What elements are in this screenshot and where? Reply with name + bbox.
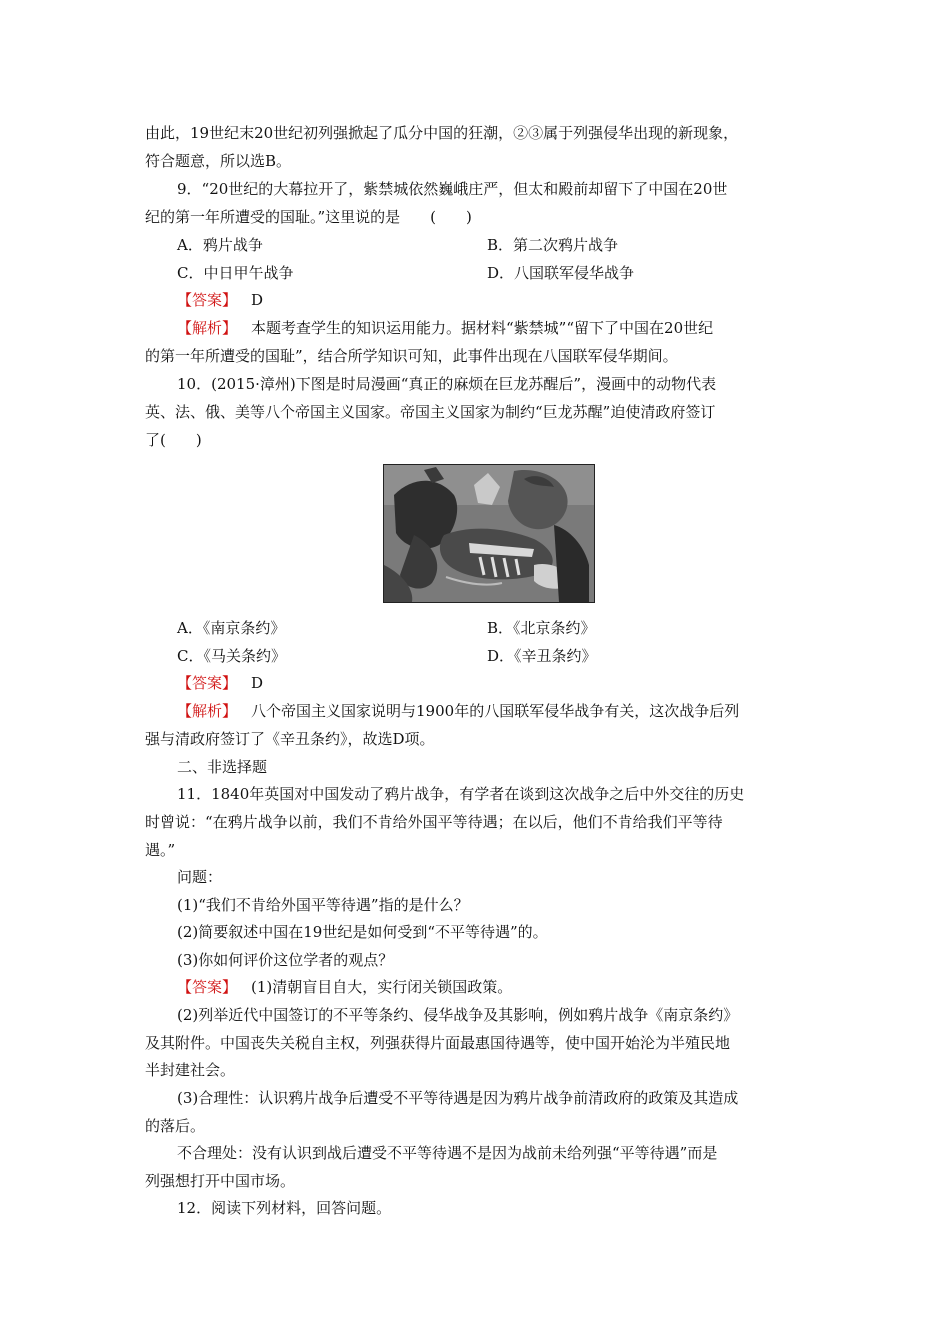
question-11-stem-line-2: 时曾说：“在鸦片战争以前，我们不肯给外国平等待遇；在以后，他们不肯给我们平等待 [145,813,723,831]
question-10-option-d: D．《辛丑条约》 [487,647,597,665]
question-12-stem: 12．阅读下列材料，回答问题。 [177,1199,392,1217]
question-11-sub-1: (1)“我们不肯给外国平等待遇”指的是什么？ [177,896,469,914]
section-heading: 二、非选择题 [177,758,268,776]
question-10-stem-line-3: 了( ) [145,431,202,449]
question-11-answer-4-line-1: 不合理处：没有认识到战后遭受不平等待遇不是因为战前未给列强“平等待遇”而是 [177,1144,718,1162]
question-11-answer-1 [177,977,512,997]
question-9-analysis-line-1 [177,318,713,338]
analysis-tag: 【解析】 [177,319,238,337]
question-10-option-a: A．《南京条约》 [177,619,286,637]
question-9-stem-line-2: 纪的第一年所遭受的国耻。”这里说的是 ( ) [145,208,472,226]
question-11-label: 问题： [177,868,223,886]
analysis-text: 八个帝国主义国家说明与1900年的八国联军侵华战争有关，这次战争后列 [251,702,740,720]
question-11-answer-2-line-3: 半封建社会。 [145,1061,236,1079]
question-9-option-b: B．第二次鸦片战争 [487,236,619,254]
question-10-analysis-line-2: 强与清政府签订了《辛丑条约》，故选D项。 [145,730,435,748]
answer-tag: 【答案】 [177,291,238,309]
answer-value: D [251,674,264,692]
analysis-text: 本题考查学生的知识运用能力。据材料“紫禁城”“留下了中国在20世纪 [251,319,714,337]
question-10-stem-line-2: 英、法、俄、美等八个帝国主义国家。帝国主义国家为制约“巨龙苏醒”迫使清政府签订 [145,403,716,421]
question-10-stem-line-1: 10．(2015·漳州)下图是时局漫画“真正的麻烦在巨龙苏醒后”，漫画中的动物代表 [177,375,717,393]
question-9-option-a: A．鸦片战争 [177,236,263,254]
question-10-answer [177,673,263,693]
question-11-answer-4-line-2: 列强想打开中国市场。 [145,1172,296,1190]
question-9-option-c: C．中日甲午战争 [177,264,294,282]
question-11-answer-3-line-2: 的落后。 [145,1117,206,1135]
question-11-stem-line-1: 11．1840年英国对中国发动了鸦片战争，有学者在谈到这次战争之后中外交往的历史 [177,785,745,803]
question-10-option-b: B．《北京条约》 [487,619,596,637]
question-11-sub-2: (2)简要叙述中国在19世纪是如何受到“不平等待遇”的。 [177,923,548,941]
question-11-answer-3-line-1: (3)合理性：认识鸦片战争后遭受不平等待遇是因为鸦片战争前清政府的政策及其造成 [177,1089,739,1107]
question-11-sub-3: (3)你如何评价这位学者的观点？ [177,951,394,969]
answer-text: (1)清朝盲目自大，实行闭关锁国政策。 [251,978,513,996]
question-9-analysis-line-2: 的第一年所遭受的国耻”，结合所学知识可知，此事件出现在八国联军侵华期间。 [145,347,678,365]
answer-value: D [251,291,264,309]
question-11-stem-line-3: 遇。” [145,841,176,859]
cartoon-illustration [384,465,594,602]
question-9-answer [177,290,263,310]
answer-tag: 【答案】 [177,674,238,692]
analysis-tag: 【解析】 [177,702,238,720]
question-11-answer-2-line-1: (2)列举近代中国签订的不平等条约、侵华战争及其影响，例如鸦片战争《南京条约》 [177,1006,739,1024]
question-9-stem-line-1: 9．“20世纪的大幕拉开了，紫禁城依然巍峨庄严，但太和殿前却留下了中国在20世 [177,180,728,198]
continued-text-line-2: 符合题意，所以选B。 [145,152,292,170]
cartoon-image [383,464,595,603]
answer-tag: 【答案】 [177,978,238,996]
question-9-option-d: D．八国联军侵华战争 [487,264,635,282]
question-10-option-c: C．《马关条约》 [177,647,286,665]
question-10-analysis-line-1 [177,701,739,721]
question-11-answer-2-line-2: 及其附件。中国丧失关税自主权，列强获得片面最惠国待遇等，使中国开始沦为半殖民地 [145,1034,731,1052]
continued-text-line-1: 由此，19世纪末20世纪初列强掀起了瓜分中国的狂潮，②③属于列强侵华出现的新现象， [145,124,739,142]
